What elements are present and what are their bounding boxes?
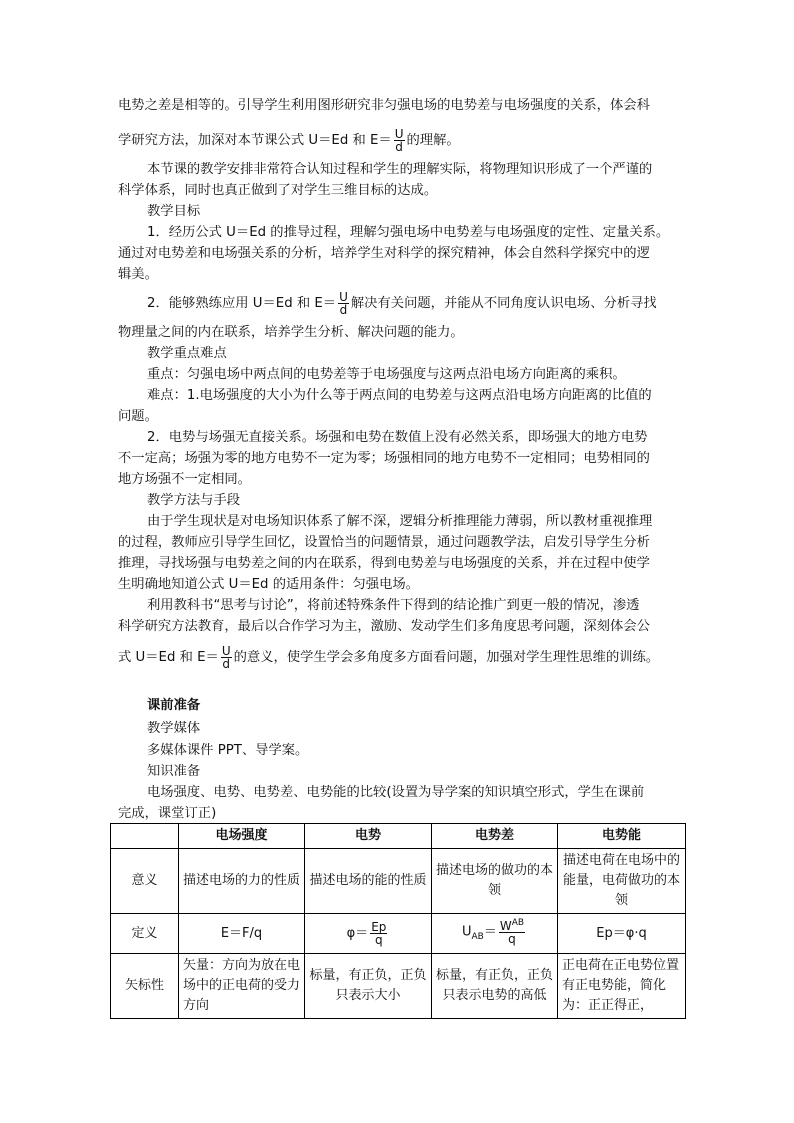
difficulty-1-line-1: 难点：1.电场强度的大小为什么等于两点间的电势差与这两点沿电场方向距离的比值的 [147,388,652,403]
fraction-w-over-q [499,919,525,945]
fraction-numerator: Ep [371,920,387,934]
table-cell: 描述电荷在电场中的能量，电荷做功的本领 [558,849,686,914]
formula-prefix: φ＝ [346,926,369,941]
methods-p2-line-1: 利用教科书“思考与讨论”，将前述特殊条件下得到的结论推广到更一般的情况，渗透 [147,598,640,613]
table-cell [305,914,432,954]
table-row [111,849,686,914]
methods-p1-line-3: 推理，寻找场强与电势差之间的内在联系，得到电势差与电场强度的关系，并在过程中使学 [118,556,650,571]
table-row [111,914,686,954]
goal-2-line-2: 物理量之间的内在联系，培养学生分析、解决问题的能力。 [118,325,464,340]
row-label-definition: 定义 [111,914,179,954]
methods-p2-line-2: 科学研究方法教育，最后以合作学习为主，激励、发动学生们多角度思考问题，深刻体会公 [118,619,650,634]
table-cell: 标量，有正负，正负只表示大小 [305,954,432,1019]
prep-heading: 课前准备 [147,698,201,713]
keypoints-heading: 教学重点难点 [147,346,227,361]
fraction-numerator: U [339,289,348,304]
knowledge-heading: 知识准备 [147,764,201,779]
methods-p1-line-1: 由于学生现状是对电场知识体系了解不深，逻辑分析推理能力薄弱，所以教材重视推理 [147,514,653,529]
fraction-denominator: d [395,139,403,154]
numerator-superscript: AB [511,918,525,929]
goal-1-line-1: 1．经历公式 U＝Ed 的推导过程，理解匀强电场中电势差与电场强度的定性、定量关系。 [147,225,670,240]
table-row [111,954,686,1019]
intro-line-2-pre: 学研究方法，加深对本节课公式 U＝Ed 和 E＝ [118,133,392,148]
para2-line-2: 科学体系，同时也真正做到了对学生三维目标的达成。 [118,183,438,198]
methods-p1-line-2: 的过程，教师应引导学生回忆，设置恰当的问题情景，通过问题教学法，启发引导学生分析 [118,535,650,550]
table-cell: 标量，有正负，正负只表示电势的高低 [432,954,558,1019]
table-cell: E＝F/q [179,914,305,954]
intro-line-2 [118,124,460,158]
table-cell: 正电荷在正电势位置有正电势能，简化为：正正得正， [558,954,686,1019]
table-cell: 描述电场的做功的本领 [432,849,558,914]
fraction-numerator: U [221,643,231,658]
fraction-u-over-d [338,291,349,316]
fraction-denominator: q [370,933,387,946]
knowledge-line-2: 完成，课堂订正) [118,806,217,821]
difficulty-1-line-2: 问题。 [118,409,158,424]
fraction-ep-over-q [370,921,387,946]
intro-line-1: 电势之差是相等的。引导学生利用图形研究非匀强电场的电势差与电场强度的关系，体会科 [118,98,650,113]
table-header-potential-difference: 电势差 [432,824,558,849]
table-header-row [111,824,686,849]
methods-p2-line-3 [118,641,659,675]
fraction-denominator: d [222,656,231,671]
row-label-vector-scalar: 矢标性 [111,954,179,1019]
table-cell: 描述电场的能的性质 [305,849,432,914]
row-label-meaning: 意义 [111,849,179,914]
difficulty-2-line-2: 不一定高；场强为零的地方电势不一定为零；场强相同的地方电势不一定相同；电势相同的 [118,451,650,466]
table-cell: Ep＝φ·q [558,914,686,954]
goal-2-line-1 [147,287,657,321]
table-header-field-strength: 电场强度 [179,824,305,849]
table-header-potential: 电势 [305,824,432,849]
goal-2-post: 解决有关问题，并能从不同角度认识电场、分析寻找 [350,296,657,311]
fraction-denominator: d [339,302,348,317]
methods-p2-pre: 式 U＝Ed 和 E＝ [118,650,219,665]
fraction-numerator: U [394,126,404,141]
methods-p1-line-4: 生明确地知道公式 U＝Ed 的适用条件：匀强电场。 [118,577,419,592]
fraction-denominator: q [499,932,525,945]
methods-p2-post: 的意义，使学生学会多角度多方面看问题，加强对学生理性思维的训练。 [233,650,660,665]
formula-equals: ＝ [483,924,497,940]
table-cell [432,914,558,954]
table-header-corner [111,824,179,849]
fraction-numerator [499,919,525,932]
methods-heading: 教学方法与手段 [147,493,241,508]
numerator-base: W [499,919,512,934]
intro-line-2-post: 的理解。 [406,133,460,148]
goal-2-pre: 2．能够熟练应用 U＝Ed 和 E＝ [147,296,337,311]
goal-1-line-3: 辑美。 [118,267,158,282]
difficulty-2-line-1: 2．电势与场强无直接关系。场强和电势在数值上没有必然关系，即场强大的地方电势 [147,430,648,445]
focus-line: 重点：匀强电场中两点间的电势差等于电场强度与这两点沿电场方向距离的乘积。 [147,367,626,382]
table-header-potential-energy: 电势能 [558,824,686,849]
media-text: 多媒体课件 PPT、导学案。 [147,743,309,758]
table-cell: 矢量：方向为放在电场中的正电荷的受力方向 [179,954,305,1019]
formula-prefix: U [461,924,472,940]
comparison-table [110,823,686,1019]
fraction-u-over-d [394,128,405,153]
fraction-u-over-d [221,645,232,670]
table-cell: 描述电场的力的性质 [179,849,305,914]
para2-line-1: 本节课的教学安排非常符合认知过程和学生的理解实际，将物理知识形成了一个严谨的 [147,162,653,177]
formula-subscript: AB [471,932,484,943]
goals-heading: 教学目标 [147,204,201,219]
goal-1-line-2: 通过对电势差和电场强关系的分析，培养学生对科学的探究精神，体会自然科学探究中的逻 [118,246,650,261]
difficulty-2-line-3: 地方场强不一定相同。 [118,472,251,487]
media-heading: 教学媒体 [147,721,201,736]
knowledge-line-1: 电场强度、电势、电势差、电势能的比较(设置为导学案的知识填空形式，学生在课前 [147,785,645,800]
